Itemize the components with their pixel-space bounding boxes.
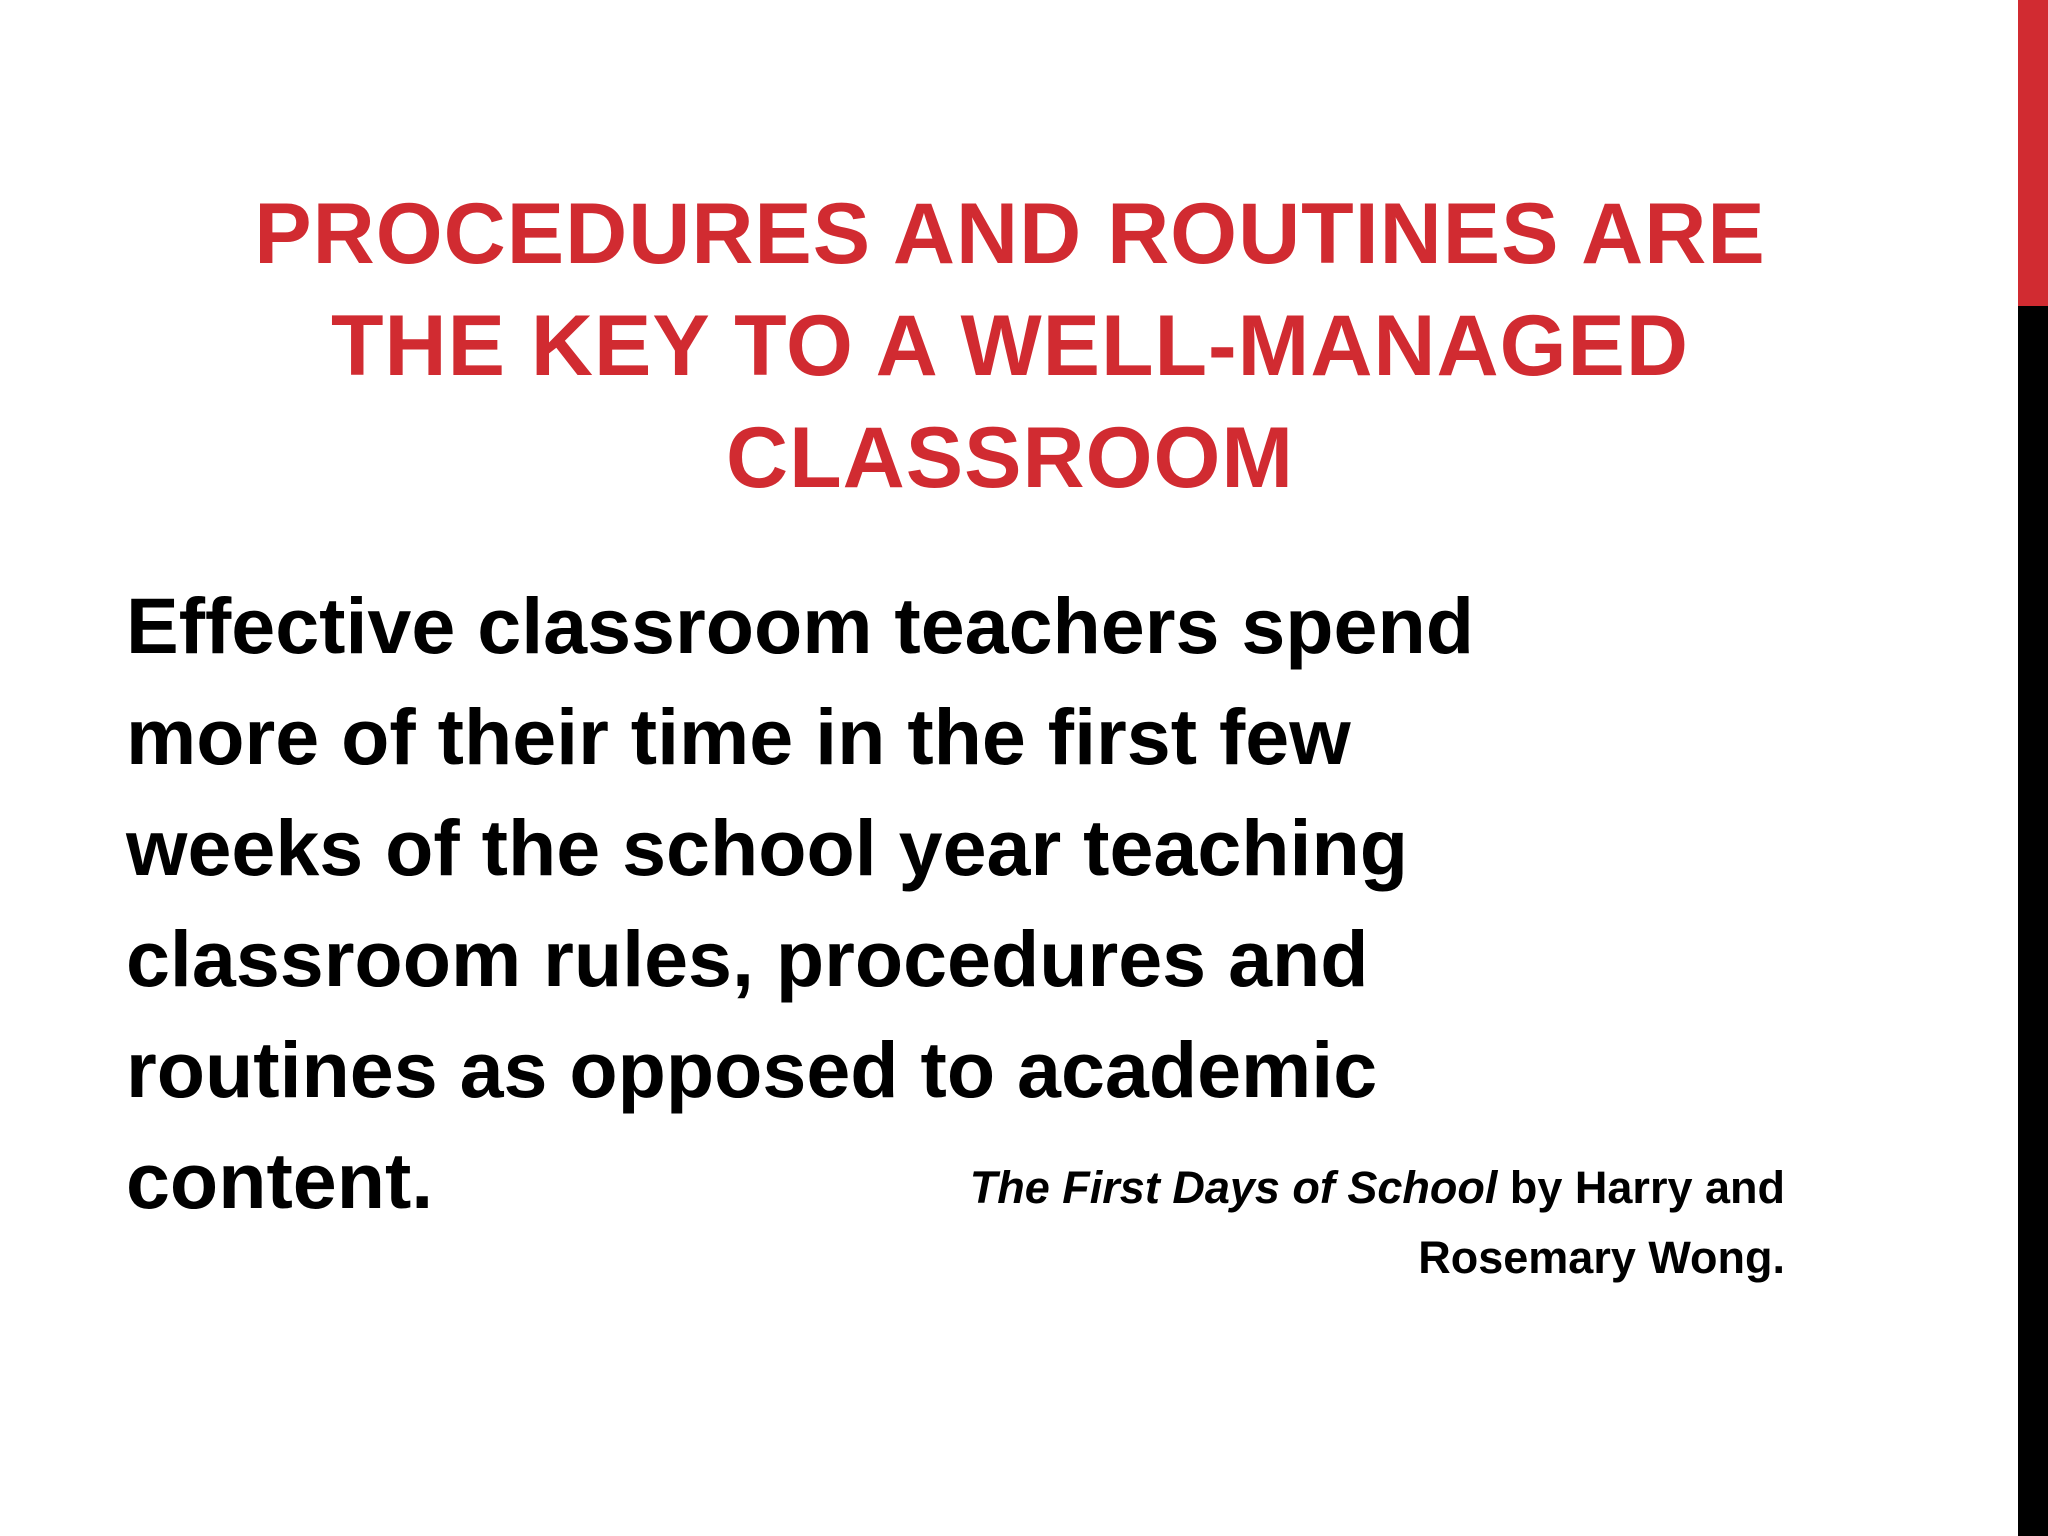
citation-book-title: The First Days of School [969, 1162, 1498, 1213]
slide-title [120, 178, 1900, 514]
citation-line-1 [970, 1162, 1785, 1213]
body-line: weeks of the school year teaching [126, 803, 1408, 892]
citation-byline: by Harry and [1497, 1162, 1785, 1213]
body-line: content. [126, 1136, 434, 1225]
body-line: Effective classroom teachers spend [126, 581, 1474, 670]
title-line: PROCEDURES AND ROUTINES ARE [254, 186, 1766, 282]
accent-bar-black [2018, 306, 2048, 1536]
slide-body [126, 570, 1846, 1236]
citation [820, 1153, 1785, 1293]
accent-bar-red [2018, 0, 2048, 306]
body-line: routines as opposed to academic [126, 1025, 1378, 1114]
citation-line-2: Rosemary Wong. [1418, 1232, 1785, 1283]
title-line: THE KEY TO A WELL-MANAGED [331, 298, 1689, 394]
body-line: more of their time in the first few [126, 692, 1351, 781]
body-line: classroom rules, procedures and [126, 914, 1369, 1003]
title-line: CLASSROOM [726, 410, 1294, 506]
